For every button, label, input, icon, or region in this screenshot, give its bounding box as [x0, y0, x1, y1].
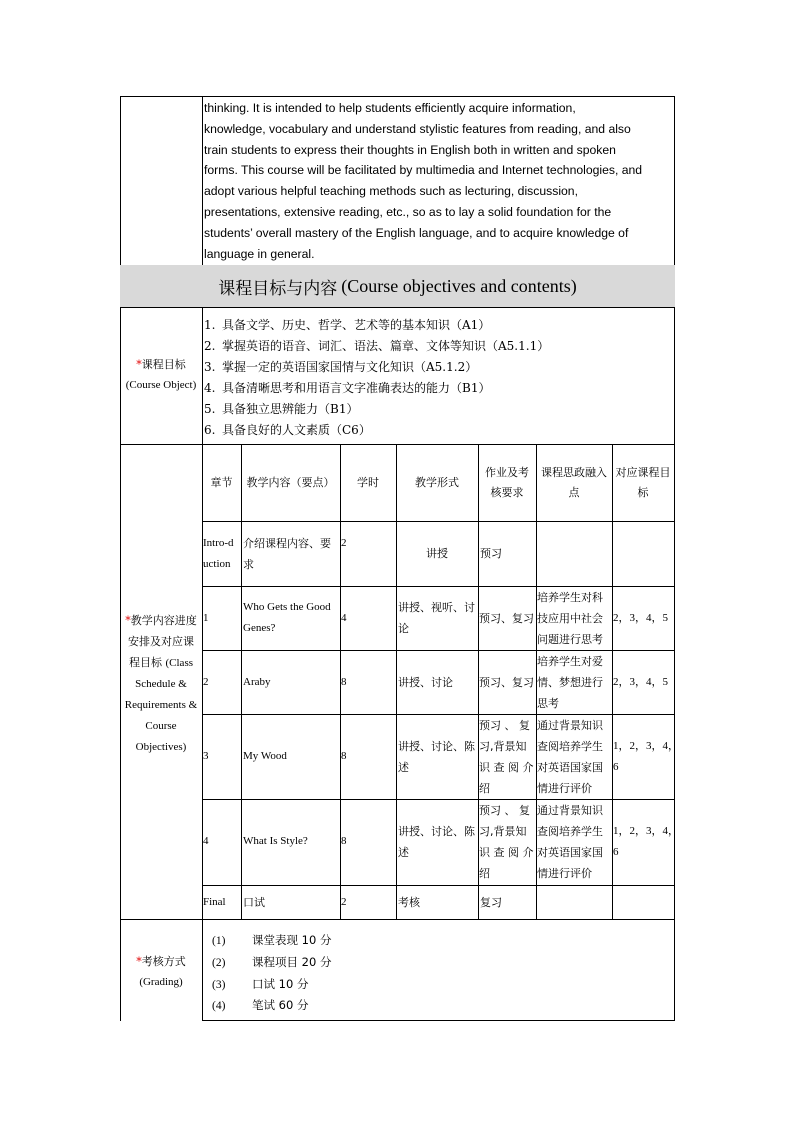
- header-chapter: 章节: [210, 475, 233, 489]
- header-ideology: 课程思政融入 点: [541, 465, 607, 499]
- table-cell-ideology: 培养学生对爱 情、梦想进行 思考: [537, 655, 603, 710]
- table-cell-hours: 8: [341, 676, 347, 688]
- objective-item: 6. 具备良好的人文素质（C6）: [204, 423, 371, 437]
- table-cell-ideology: 通过背景知识 查阅培养学生 对英语国家国 情进行评价: [537, 719, 603, 795]
- description-line: presentations, extensive reading, etc., so as to lay a solid foundation for the: [204, 204, 612, 219]
- table-cell-form: 考核: [398, 896, 420, 909]
- table-cell-content: What Is Style?: [243, 835, 308, 847]
- objective-item: 1. 具备文学、历史、哲学、艺术等的基本知识（A1）: [204, 318, 491, 332]
- section-title: [120, 265, 675, 307]
- description-line: adopt various helpful teaching methods such as lecturing, discussion,: [204, 184, 578, 199]
- schedule-label: *教学内容进度 安排及对应课 程目标 (Class Schedule & Requirements & Course Objectives): [124, 614, 198, 753]
- table-cell-homework: 复习: [480, 896, 502, 909]
- grid-line: [202, 521, 675, 522]
- grid-line: [202, 714, 675, 715]
- grid-line: [202, 650, 675, 651]
- row-divider: [120, 307, 675, 308]
- table-cell-chapter: Final: [203, 896, 226, 908]
- header-homework: 作业及考 核要求: [485, 465, 529, 499]
- description-line: knowledge, vocabulary and understand stylistic features from reading, and also: [204, 121, 631, 136]
- table-cell-objective: 1，2，3，4， 6: [613, 825, 679, 858]
- table-cell-objective: 2，3，4，5: [613, 676, 668, 688]
- table-cell-ideology: 通过背景知识 查阅培养学生 对英语国家国 情进行评价: [537, 804, 603, 880]
- header-objective: 对应课程目 标: [615, 465, 671, 499]
- grading-label: *考核方式 (Grading): [136, 955, 186, 988]
- description-line: thinking. It is intended to help students efficiently acquire information,: [204, 101, 576, 115]
- required-star: *: [136, 358, 142, 371]
- table-right-border: [674, 96, 675, 1021]
- description-line: students’ overall mastery of the English language, and to acquire knowledge of: [204, 225, 629, 240]
- table-cell-hours: 8: [341, 835, 347, 847]
- objective-item: 5. 具备独立思辨能力（B1）: [204, 402, 359, 416]
- grid-line: [202, 799, 675, 800]
- table-cell-content: 介绍课程内容、要 求: [243, 537, 331, 571]
- table-cell-chapter: 2: [203, 676, 209, 688]
- table-cell-hours: 2: [341, 896, 347, 908]
- grid-line: [202, 586, 675, 587]
- header-content: 教学内容（要点）: [246, 475, 335, 489]
- table-cell-form: 讲授、讨论、陈 述: [398, 825, 475, 859]
- grading-item: (2) 课程项目 20 分: [212, 955, 332, 969]
- table-cell-hours: 2: [341, 537, 347, 549]
- table-cell-form: 讲授、讨论、陈 述: [398, 740, 475, 774]
- description-line: train students to express their thoughts in English both in written and spoken: [204, 142, 616, 157]
- table-cell-hours: 4: [341, 612, 347, 624]
- grading-item: (3) 口试 10 分: [212, 977, 309, 991]
- table-cell-form: 讲授: [426, 547, 448, 560]
- course-description: [204, 98, 674, 264]
- table-cell-content: My Wood: [243, 750, 287, 762]
- table-cell-homework: 预习、复习: [479, 612, 534, 625]
- header-hours: 学时: [357, 475, 379, 489]
- objective-item: 2. 掌握英语的语音、词汇、语法、篇章、文体等知识（A5.1.1）: [204, 339, 550, 353]
- table-top-border: [120, 96, 675, 97]
- table-cell-homework: 预习 、 复 习,背景知 识 查 阅 介 绍: [479, 804, 534, 880]
- row-divider: [120, 919, 675, 920]
- label-column-divider: [202, 307, 203, 1021]
- grading-item: (1) 课堂表现 10 分: [212, 933, 332, 947]
- grading-item: (4) 笔试 60 分: [212, 998, 309, 1012]
- objective-item: 4. 具备清晰思考和用语言文字准确表达的能力（B1）: [204, 381, 491, 395]
- table-cell-hours: 8: [341, 750, 347, 762]
- table-cell-homework: 预习、复习: [479, 676, 534, 689]
- table-cell-form: 讲授、视听、讨 论: [398, 601, 475, 635]
- description-line: forms. This course will be facilitated by multimedia and Internet technologies, and: [204, 163, 643, 178]
- table-cell-form: 讲授、讨论: [398, 676, 453, 689]
- table-cell-content: Araby: [243, 676, 271, 688]
- required-star: *: [136, 955, 142, 968]
- table-left-border: [120, 96, 121, 1021]
- grid-line: [202, 885, 675, 886]
- table-cell-ideology: 培养学生对科 技应用中社会 问题进行思考: [537, 591, 603, 646]
- label-column-divider: [202, 96, 203, 265]
- table-cell-objective: 2，3，4，5: [613, 612, 668, 624]
- required-star: *: [125, 614, 131, 627]
- table-cell-chapter: 1: [203, 612, 209, 624]
- table-cell-objective: 1，2，3，4， 6: [613, 740, 679, 773]
- table-cell-chapter: 3: [203, 750, 209, 762]
- table-cell-chapter: 4: [203, 835, 209, 847]
- description-line: language in general.: [204, 246, 315, 261]
- grading-bottom-border: [202, 1020, 675, 1021]
- section-title-cn: 课程目标与内容: [218, 278, 338, 299]
- table-cell-content: 口试: [243, 896, 265, 909]
- table-cell-chapter: Intro-d uction: [203, 537, 234, 570]
- objective-item: 3. 掌握一定的英语国家国情与文化知识（A5.1.2）: [204, 360, 478, 374]
- table-cell-homework: 预习: [480, 547, 502, 560]
- header-form: 教学形式: [415, 475, 459, 489]
- objectives-label: *课程目标 (Course Object): [125, 358, 197, 391]
- section-title-en: (Course objectives and contents): [341, 275, 577, 296]
- table-cell-content: Who Gets the Good Genes?: [243, 601, 331, 634]
- table-cell-homework: 预习 、 复 习,背景知 识 查 阅 介 绍: [479, 719, 534, 795]
